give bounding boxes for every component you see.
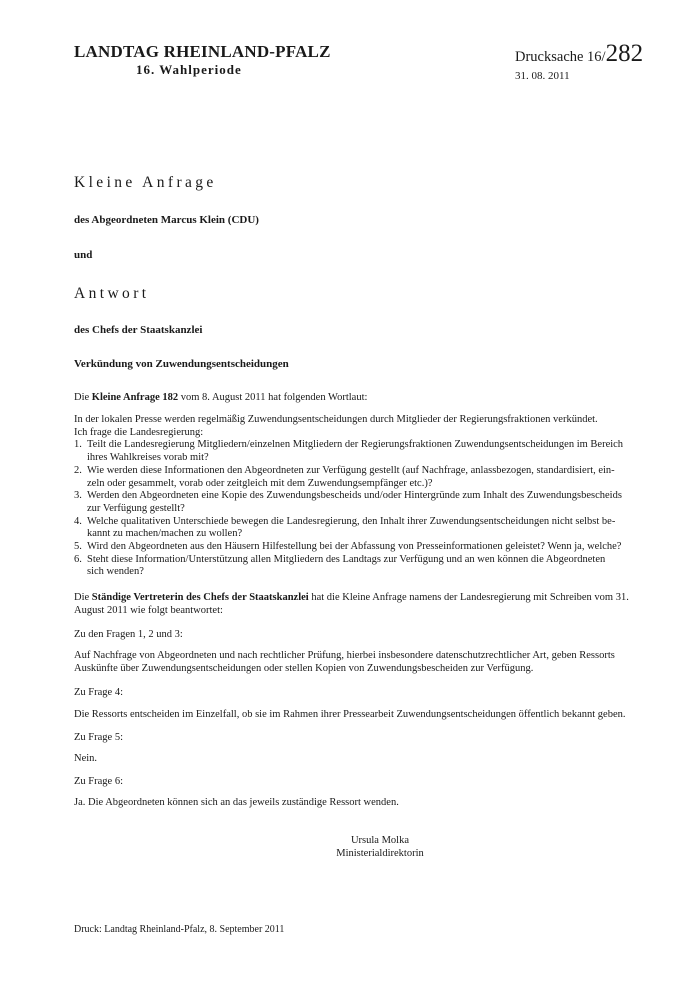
drucksache-line — [515, 40, 644, 67]
question-line: Welche qualitativen Unterschiede bewegen die Landesregierung, den Inhalt ihrer Zuwendungsentscheidungen nicht selbst be- — [87, 515, 616, 527]
drucksache-block — [515, 40, 644, 82]
answer-text-6: Ja. Die Abgeordneten können sich an das jeweils zuständige Ressort wenden. — [74, 797, 399, 808]
question-item — [74, 554, 674, 579]
answer-intro-line-2: August 2011 wie folgt beantwortet: — [74, 604, 223, 616]
question-number: 6. — [74, 553, 82, 565]
question-line: Teilt die Landesregierung Mitgliedern/einzelnen Mitgliedern der Regierungsfraktionen Zuwendungsentscheidungen im Bereich — [87, 439, 624, 451]
answer-text-4: Die Ressorts entscheiden im Einzelfall, ob sie im Rahmen ihrer Pressearbeit Zuwendungsentscheidungen öffentlich bekannt geben. — [74, 709, 626, 720]
question-number: 4. — [74, 515, 82, 527]
print-footer: Druck: Landtag Rheinland-Pfalz, 8. September 2011 — [74, 924, 285, 935]
legislative-period: 16. Wahlperiode — [136, 62, 242, 77]
answer-heading-4: Zu Frage 4: — [74, 687, 123, 698]
question-line: Steht diese Information/Unterstützung allen Mitgliedern des Landtags zur Verfügung und an wen können die Abgeordneten — [87, 553, 606, 565]
answer-intro-line — [74, 592, 674, 605]
document-date: 31. 08. 2011 — [515, 70, 570, 82]
signatory-name: Ursula Molka — [350, 835, 410, 846]
question-item — [74, 541, 674, 554]
question-line: zeln oder gesammelt, vorab oder zeitgleich mit dem Zuwendungsempfänger etc.)? — [87, 477, 433, 489]
question-item — [74, 490, 674, 515]
und-line: und — [74, 249, 93, 261]
answer-heading-1-2-3: Zu den Fragen 1, 2 und 3: — [74, 629, 183, 640]
signature-block — [300, 834, 460, 860]
answer-intro-suffix: hat die Kleine Anfrage namens der Landesregierung mit Schreiben vom 31. — [308, 592, 629, 603]
answer-heading-5: Zu Frage 5: — [74, 732, 123, 743]
answer-text-1-2-3 — [74, 650, 674, 675]
answer-text-5: Nein. — [74, 753, 98, 764]
question-context: In der lokalen Presse werden regelmäßig Zuwendungsentscheidungen durch Mitglieder der Regierungsfraktionen verkündet. — [74, 414, 598, 425]
answerer-line: des Chefs der Staatskanzlei — [74, 324, 203, 336]
answer-intro — [74, 592, 674, 617]
question-item — [74, 516, 674, 541]
question-number: 2. — [74, 464, 82, 476]
question-lead: Ich frage die Landesregierung: — [74, 426, 204, 438]
answer-intro-prefix: Die — [74, 592, 92, 603]
question-line: Wie werden diese Informationen den Abgeordneten zur Verfügung gestellt (auf Nachfrage, anlassbezogen, standardisiert, ein- — [87, 464, 615, 476]
parliament-name: LANDTAG RHEINLAND-PFALZ — [74, 42, 331, 61]
question-number: 5. — [74, 541, 82, 553]
answer-intro-sender: Ständige Vertreterin des Chefs der Staatskanzlei — [91, 592, 309, 603]
subject-line: Verkündung von Zuwendungsentscheidungen — [74, 358, 289, 370]
intro-suffix: vom 8. August 2011 hat folgenden Wortlaut: — [178, 392, 368, 403]
question-number: 3. — [74, 490, 82, 502]
question-line: sich wenden? — [87, 566, 144, 578]
questioner-line: des Abgeordneten Marcus Klein (CDU) — [74, 214, 259, 226]
drucksache-label: Drucksache 16/ — [515, 49, 606, 65]
signatory-title: Ministerialdirektorin — [336, 848, 424, 859]
intro-prefix: Die — [74, 392, 92, 403]
question-item — [74, 465, 674, 490]
question-number: 1. — [74, 439, 82, 451]
drucksache-number: 282 — [605, 40, 644, 67]
question-item — [74, 439, 674, 464]
antwort-heading: Antwort — [74, 285, 150, 302]
question-list — [74, 439, 674, 579]
question-line: zur Verfügung gestellt? — [87, 502, 185, 514]
question-line: Werden den Abgeordneten eine Kopie des Zuwendungsbescheids und/oder Hintergründe zum Inhalt des Zuwendungsbescheids — [87, 490, 622, 502]
question-line: ihres Wahlkreises vorab mit? — [87, 452, 209, 464]
answer-line: Auf Nachfrage von Abgeordneten und nach rechtlicher Prüfung, hierbei insbesondere datenschutzrechtlicher Art, geben Ressorts — [74, 650, 615, 661]
intro-anfrage-ref: Kleine Anfrage 182 — [91, 392, 179, 403]
kleine-anfrage-heading: Kleine Anfrage — [74, 174, 217, 191]
question-line: Wird den Abgeordneten aus den Häusern Hilfestellung bei der Abfassung von Presseinformationen geleistet? Wenn ja, welche? — [87, 541, 622, 553]
answer-heading-6: Zu Frage 6: — [74, 776, 123, 787]
question-body — [74, 414, 674, 579]
answer-line: Auskünfte über Zuwendungsentscheidungen oder stellen Kopien von Zuwendungsbescheiden zur Verfügung. — [74, 662, 534, 674]
intro-line — [74, 392, 367, 405]
question-line: kannt zu machen/machen zu wollen? — [87, 528, 243, 540]
